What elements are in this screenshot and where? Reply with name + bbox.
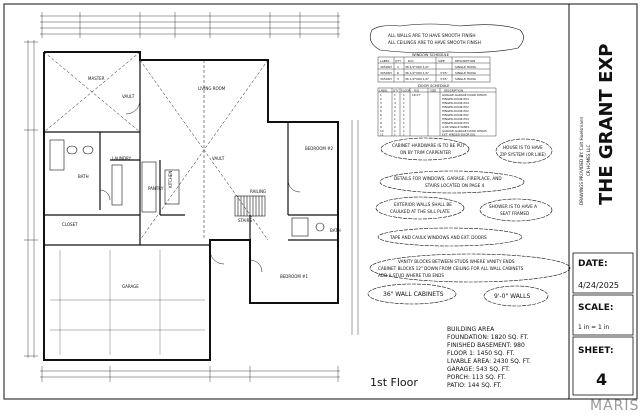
window-schedule-header	[380, 59, 475, 63]
window-col-label: LABEL	[380, 59, 390, 63]
dimension-ticks	[24, 12, 338, 382]
exterior-walls	[44, 52, 338, 360]
sheet-number: 4	[596, 370, 608, 389]
door-row-3-desc: HINGED-DOOR P04	[442, 101, 469, 105]
door-row-1-label: 1	[380, 93, 382, 97]
scale-value: 1 in = 1 in	[578, 324, 610, 331]
door-row-7-label: 7	[380, 117, 382, 121]
window-row-2-qty: 6	[397, 71, 399, 75]
door-row-8-label: 8	[380, 121, 382, 125]
window-row-1-qty: 1	[397, 65, 399, 69]
door-row-3-floor: 1	[403, 101, 405, 105]
building-area-line-5: GARAGE: 543 SQ. FT.	[447, 366, 510, 373]
door-row-11-desc: EXT. HINGED-DOOR E01	[442, 132, 476, 137]
door-row-9-qty: 2	[394, 125, 396, 129]
room-pantry: PANTRY	[148, 186, 164, 191]
note-cloud-zip	[496, 139, 552, 163]
door-col-size: SIZE	[430, 88, 437, 93]
building-area-line-6: PORCH: 113 SQ. FT.	[447, 374, 506, 381]
scale-label: SCALE:	[578, 303, 614, 313]
door-row-11-floor: 1	[403, 132, 405, 137]
room-bedroom-1: BEDROOM #1	[280, 274, 309, 279]
door-row-11-qty: 1	[394, 132, 396, 137]
door-row-5-label: 5	[380, 109, 382, 113]
window-row-3-label: 3050SH	[380, 77, 392, 81]
note-vanity-2: CABINET BLOCKS 12" DOWN FROM CEILING FOR ALL WALL CABINETS	[378, 266, 524, 271]
building-area-line-7: PATIO: 144 SQ. FT.	[447, 382, 502, 389]
building-area-title: BUILDING AREA	[447, 326, 495, 333]
note-walls-smooth: ALL WALLS ARE TO HAVE SMOOTH FINISH	[388, 33, 476, 38]
date-value: 4/24/2025	[578, 281, 620, 290]
interior-walls	[44, 60, 338, 245]
window-schedule-rows	[380, 65, 477, 81]
door-row-9-label: 9	[380, 125, 382, 129]
note-vanity-1: VANITY BLOCKS BETWEEN STUDS WHERE VANITY ENDS	[398, 259, 515, 264]
note-zip-1: HOUSE IS TO HAVE	[503, 145, 543, 150]
date-label: DATE:	[578, 259, 608, 269]
note-cloud-smooth	[370, 24, 523, 53]
door-row-4-desc: HINGED-DOOR P02	[442, 105, 469, 109]
door-row-7-floor: 1	[403, 117, 405, 121]
title-block	[573, 44, 633, 395]
garage-slab	[50, 250, 205, 355]
door-row-7-qty: 1	[394, 117, 396, 121]
door-row-2-floor: 1	[403, 97, 405, 101]
note-ceilings-smooth: ALL CEILINGS ARE TO HAVE SMOOTH FINISH	[388, 40, 481, 45]
floor-plan	[24, 12, 358, 382]
door-row-9-desc: 4-0R SINGLE PANEL	[442, 125, 470, 129]
note-cloud-exterior	[376, 197, 464, 219]
room-bath-1: BATH	[78, 174, 89, 179]
door-row-1-ro: 16'X7'	[412, 93, 421, 97]
dimension-lines	[28, 16, 358, 377]
note-shower-2: SEAT FRAMED	[500, 211, 530, 216]
window-schedule-title: WINDOW SCHEDULE	[412, 53, 450, 57]
note-tape: TAPE AND CAULK WINDOWS AND EXT. DOORS	[390, 235, 487, 240]
door-row-3-label: 3	[380, 101, 382, 105]
window-row-3-desc: SINGLE HUNG	[455, 77, 476, 81]
window-row-2-size: 3'X5'	[440, 71, 448, 75]
note-cloud-shower	[480, 199, 552, 221]
window-row-1-label: 3050SH	[380, 65, 392, 69]
note-zip-2: ZIP SYSTEM (OR LIKE)	[500, 152, 546, 157]
door-row-10-qty: 1	[394, 129, 396, 133]
bath-fixtures	[50, 140, 324, 236]
door-row-8-floor: 1	[403, 121, 405, 125]
building-area-line-3: FLOOR 1: 1450 SQ. FT.	[447, 350, 515, 357]
window-row-3-qty: 3	[397, 77, 399, 81]
window-row-2-desc: SINGLE HUNG	[455, 71, 476, 75]
watermark-logo: MARIS	[590, 398, 640, 414]
room-vault-2: VAULT	[212, 156, 225, 161]
notes-area	[368, 24, 570, 389]
room-laundry: LAUNDRY	[112, 156, 132, 161]
sheet-label: SHEET:	[578, 346, 614, 356]
room-kitchen: KITCHEN	[168, 170, 173, 188]
note-vanity-3: ADD A STUD WHERE TUB ENDS	[378, 273, 444, 278]
door-row-4-qty: 4	[394, 105, 396, 109]
note-cloud-details	[380, 171, 524, 193]
note-wall-cabinets: 36" WALL CABINETS	[383, 291, 444, 298]
window-col-ro: R/O	[408, 59, 414, 63]
door-schedule-rows	[380, 93, 487, 137]
door-schedule-title: DOOR SCHEDULE	[418, 84, 450, 88]
door-row-1-desc: GARAGE-GARAGE DOOR OHD05	[442, 93, 487, 97]
window-row-2-ro: 36 1/2"X60 1/4"	[405, 71, 430, 75]
door-row-1-qty: 1	[394, 93, 396, 97]
note-details-1: DETAILS FOR WINDOWS, GARAGE, FIREPLACE, AND	[394, 176, 502, 181]
building-area-line-4: LIVABLE AREA: 2430 SQ. FT.	[447, 358, 531, 365]
room-master: MASTER	[88, 76, 105, 81]
room-railing: RAILING	[250, 189, 267, 194]
window-row-3-ro: 36 1/2"X60 1/4"	[405, 77, 430, 81]
door-row-10-label: 10	[380, 129, 384, 133]
door-col-ro: R/O	[414, 88, 420, 93]
room-bath-2: BATH	[330, 228, 341, 233]
note-details-2: STAIRS LOCATED ON PAGE 4	[425, 183, 485, 188]
door-row-1-floor: 1	[403, 93, 405, 97]
window-col-qty: QTY	[395, 59, 402, 63]
note-cabinet-hw-1: CABINET HARDWARE IS TO BE PUT	[392, 143, 465, 148]
note-cloud-cabinet	[381, 138, 469, 160]
door-row-6-qty: 1	[394, 113, 396, 117]
room-garage: GARAGE	[122, 284, 139, 289]
window-row-3-size: 3'X5'	[440, 77, 448, 81]
door-row-2-qty: 1	[394, 97, 396, 101]
door-col-desc: DESCRIPTION	[444, 88, 463, 93]
building-area-line-2: FINISHED BASEMENT: 980	[447, 342, 525, 349]
window-col-size: SIZE	[438, 59, 445, 63]
door-col-qty: QTY	[393, 88, 399, 93]
door-row-6-desc: HINGED-DOOR P02	[442, 113, 469, 117]
door-row-5-qty: 2	[394, 109, 396, 113]
door-row-3-qty: 3	[394, 101, 396, 105]
note-9ft-walls: 9'-0" WALLS	[494, 293, 531, 300]
door-row-7-desc: HINGED-DOOR P04	[442, 117, 469, 121]
room-living: LIVING ROOM	[198, 86, 226, 91]
window-row-1-ro: 36 1/2"X60 1/4"	[405, 65, 430, 69]
door-row-5-floor: 1	[403, 109, 405, 113]
note-shower-1: SHOWER IS TO HAVE A	[489, 204, 537, 209]
window-row-1-desc: SINGLE HUNG	[455, 65, 476, 69]
door-col-label: LABEL	[379, 88, 388, 93]
door-row-8-qty: 1	[394, 121, 396, 125]
door-swings	[100, 100, 300, 272]
room-bedroom-2: BEDROOM #2	[305, 146, 334, 151]
door-row-6-label: 6	[380, 113, 382, 117]
room-closet: CLOSET	[62, 222, 78, 227]
stairs	[235, 196, 265, 216]
window-col-desc: DESCRIPTION	[455, 59, 476, 63]
sheet-border	[4, 4, 637, 399]
drawings-provided-by: DRAWINGS PROVIDED BY: Colt Huelsmann	[579, 116, 584, 205]
door-row-2-label: 2	[380, 97, 382, 101]
sheet-title: THE GRANT EXP	[596, 43, 617, 205]
floor-title: 1st Floor	[370, 376, 418, 389]
door-row-8-desc: HINGED-DOOR P04	[442, 121, 469, 125]
door-col-floor: FLOOR	[401, 88, 411, 93]
door-row-10-floor: 1	[403, 129, 405, 133]
door-row-2-desc: HINGED-DOOR P04	[442, 97, 469, 101]
door-row-6-floor: 1	[403, 113, 405, 117]
room-stairs: STAIRS	[238, 218, 252, 223]
room-vault-1: VAULT	[122, 94, 135, 99]
company-name: CR HOMES LLC	[586, 144, 591, 176]
door-row-11-label: 11	[380, 132, 384, 137]
door-row-4-label: 4	[380, 105, 382, 109]
door-row-5-desc: HINGED-DOOR P02	[442, 109, 469, 113]
note-exterior-1: EXTERIOR WALLS SHALL BE	[394, 202, 452, 207]
note-exterior-2: CAULKED AT THE SILL PLATE	[390, 209, 450, 214]
door-row-4-floor: 1	[403, 105, 405, 109]
door-row-10-desc: GARAGE-GARAGE DOOR OHD05	[442, 129, 487, 133]
note-cabinet-hw-2: ON BY TRIM CARPENTER	[400, 150, 452, 155]
window-row-2-label: 3050SH	[380, 71, 392, 75]
building-area-line-1: FOUNDATION: 1820 SQ. FT.	[447, 334, 529, 341]
door-row-9-floor: 1	[403, 125, 405, 129]
